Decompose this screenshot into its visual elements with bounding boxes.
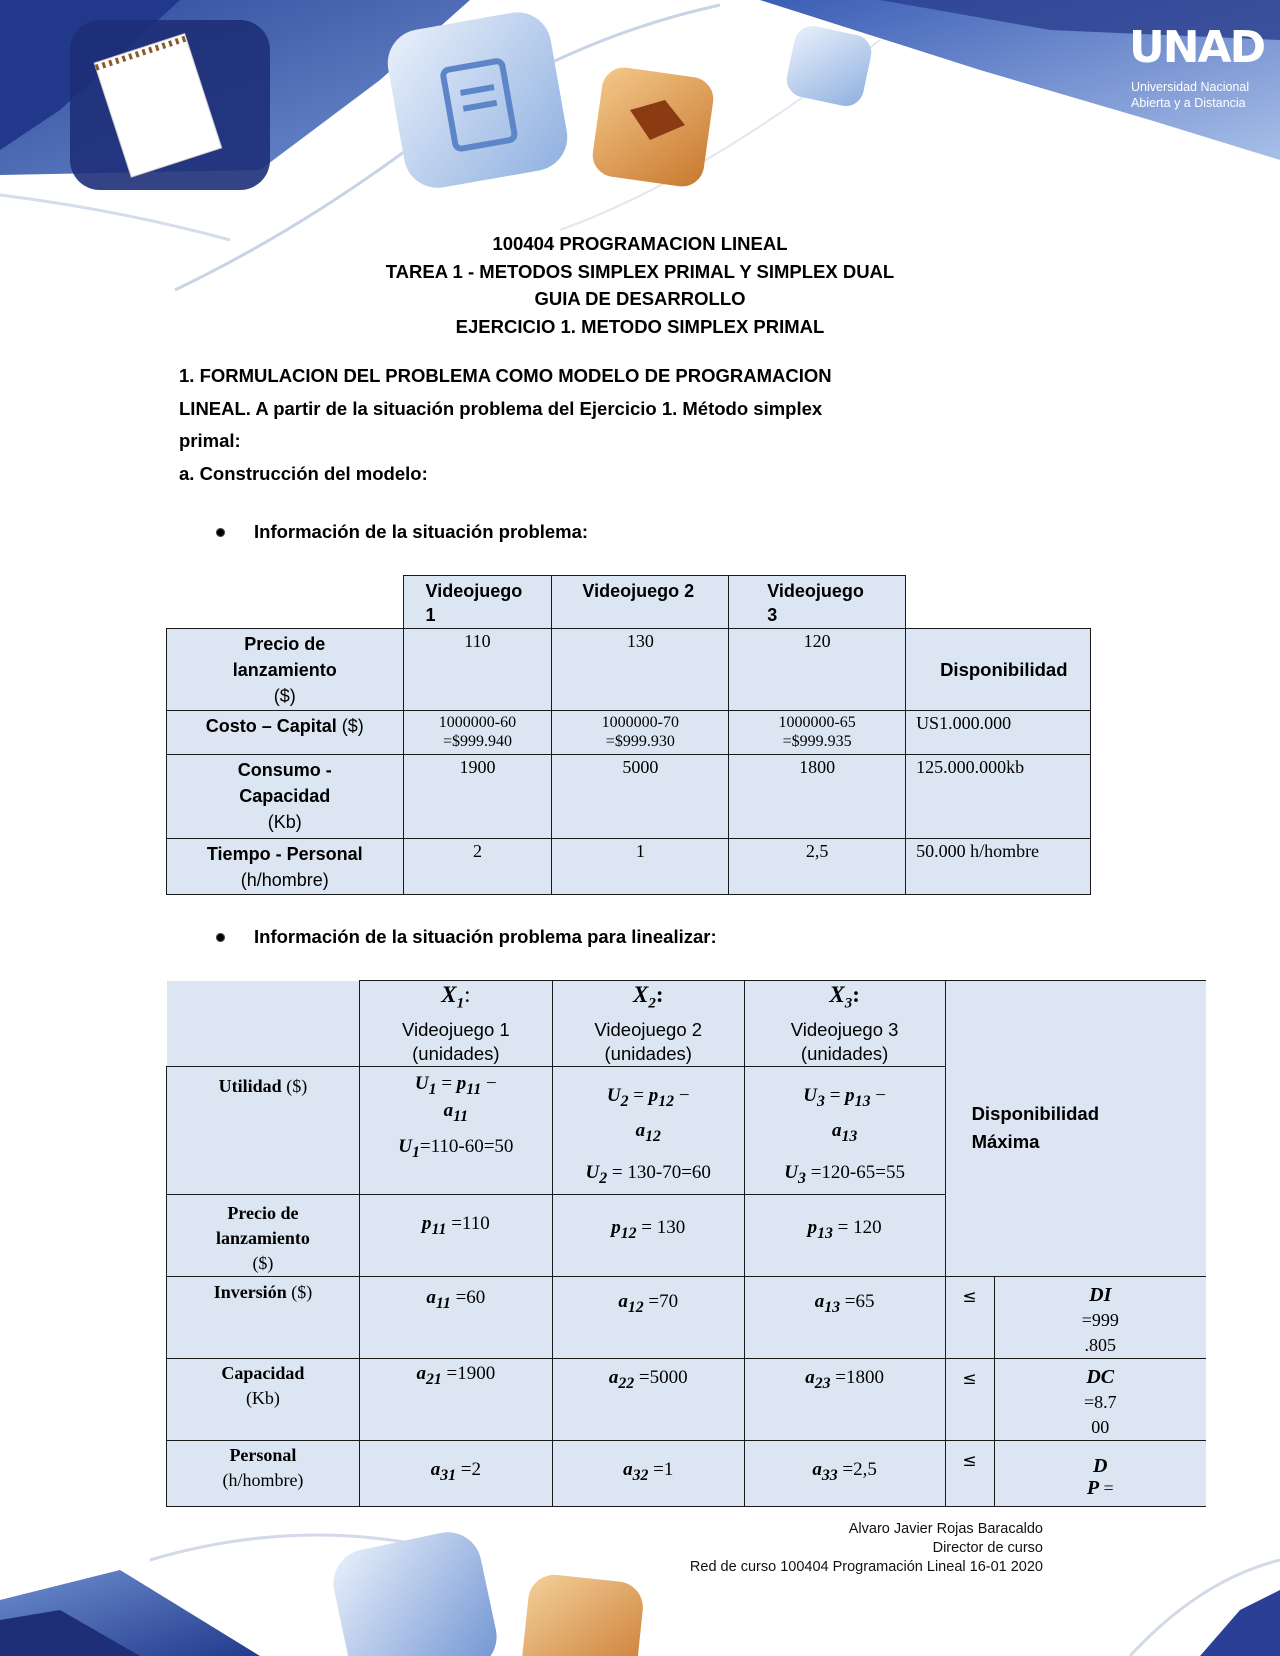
unad-logo-mark: UNAD (1129, 22, 1265, 73)
table2-empty-corner (167, 981, 360, 1067)
section-line-2: LINEAL. A partir de la situación problema del Ejercicio 1. Método simplex (179, 397, 823, 419)
table2-inversion-cell-2: $a_{12} =70$ (552, 1276, 744, 1358)
table1-header-videojuego-1: Videojuego 1 (403, 576, 552, 629)
title-line-2: TAREA 1 - METODOS SIMPLEX PRIMAL Y SIMPLEX DUAL (385, 260, 895, 282)
table2-capacidad-cell-3: $a_{23} =1800$ (744, 1358, 945, 1440)
table2-capacidad-cell-1: $a_{21} =1900$ (359, 1358, 552, 1440)
table2-disp-dc: DC =8.7 00 (994, 1358, 1206, 1440)
bullet-item-1 (254, 521, 588, 543)
bullet-text-2: Información de la situación problema para linealizar: (254, 926, 717, 947)
table1-cell: 5000 (552, 755, 729, 839)
table1-cell: 1000000-70 =$999.930 (552, 711, 729, 755)
table2-personal-cell-3: $a_{33} =2,5$ (744, 1440, 945, 1506)
table2-leq-symbol: ≤ (945, 1440, 994, 1506)
table2-row-label-capacidad: Capacidad (Kb) (167, 1358, 360, 1440)
unad-logo (1125, 8, 1265, 118)
table2-utilidad-cell-3: $U_3 = p_{13}$ − $a_{13}$ $U_3 =120-65=55$ (744, 1066, 945, 1194)
linearization-table (166, 980, 1206, 1507)
table1-cell: 2 (403, 839, 552, 895)
footer-name: Alvaro Javier Rojas Baracaldo (848, 1521, 1043, 1537)
table2-precio-cell-3: $p_{13} = 120$ (744, 1194, 945, 1276)
table1-cell: 1000000-60 =$999.940 (403, 711, 552, 755)
table1-row-label-precio: Precio de lanzamiento ($) (167, 629, 404, 711)
table1-cell: 2,5 (729, 839, 906, 895)
document-title (0, 230, 1280, 340)
table1-disp-cell: 125.000.000kb (906, 755, 1091, 839)
bullet-text-1: Información de la situación problema: (254, 521, 589, 542)
table2-utilidad-cell-1: $U_1 = p_{11}$ − $a_{11}$ $U_1=110-60=50$ (359, 1066, 552, 1194)
title-line-3: GUIA DE DESARROLLO (534, 288, 746, 309)
table2-header-x3: $X_3$: Videojuego 3 (unidades) (744, 981, 945, 1067)
bullet-item-2 (254, 926, 717, 948)
table2-utilidad-cell-2: $U_2 = p_{12}$ − $a_{12}$ $U_2 = 130-70=60$ (552, 1066, 744, 1194)
bullet-icon (216, 528, 225, 537)
unad-logo-line1: Universidad Nacional (1131, 80, 1250, 94)
table2-personal-cell-1: $a_{31} =2$ (359, 1440, 552, 1506)
title-line-4: EJERCICIO 1. METODO SIMPLEX PRIMAL (455, 315, 825, 337)
table2-leq-symbol: ≤ (945, 1276, 994, 1358)
table1-row-label-consumo: Consumo - Capacidad (Kb) (167, 755, 404, 839)
table1-cell: 130 (552, 629, 729, 711)
table1-row-label-tiempo: Tiempo - Personal (h/hombre) (167, 839, 404, 895)
title-line-1: 100404 PROGRAMACION LINEAL (492, 233, 788, 254)
table1-empty-corner (167, 576, 404, 629)
table2-inversion-cell-3: $a_{13} =65$ (744, 1276, 945, 1358)
table2-capacidad-cell-2: $a_{22} =5000$ (552, 1358, 744, 1440)
table2-header-disponibilidad-maxima: Disponibilidad Máxima (945, 981, 1206, 1277)
situation-table (166, 575, 1091, 895)
table1-empty-right (906, 576, 1091, 629)
table2-disp-di: DI =999 .805 (994, 1276, 1206, 1358)
section-line-3: primal: (179, 430, 241, 451)
table2-precio-cell-2: $p_{12} = 130$ (552, 1194, 744, 1276)
footer-banner-art (0, 1500, 1280, 1656)
table1-cell: 1900 (403, 755, 552, 839)
table1-disp-cell: 50.000 h/hombre (906, 839, 1091, 895)
table2-precio-cell-1: $p_{11} =110$ (359, 1194, 552, 1276)
table2-header-x2: $X_2$: Videojuego 2 (unidades) (552, 981, 744, 1067)
table1-cell: 1000000-65 =$999.935 (729, 711, 906, 755)
section-line-4: a. Construcción del modelo: (179, 462, 428, 484)
table1-header-videojuego-3: Videojuego 3 (729, 576, 906, 629)
table1-cell: 110 (403, 629, 552, 711)
unad-logo-line2: Abierta y a Distancia (1131, 96, 1246, 110)
table2-row-label-personal: Personal (h/hombre) (167, 1440, 360, 1506)
table1-header-videojuego-2: Videojuego 2 (552, 576, 729, 629)
table2-inversion-cell-1: $a_{11} =60$ (359, 1276, 552, 1358)
table1-cell: 1 (552, 839, 729, 895)
table2-row-label-precio: Precio de lanzamiento ($) (167, 1194, 360, 1276)
table2-personal-cell-2: $a_{32} =1$ (552, 1440, 744, 1506)
table2-leq-symbol: ≤ (945, 1358, 994, 1440)
footer-course: Red de curso 100404 Programación Lineal 16-01 2020 (689, 1559, 1043, 1575)
table2-row-label-utilidad: Utilidad ($) (167, 1066, 360, 1194)
table1-header-disponibilidad: Disponibilidad (906, 629, 1091, 711)
table1-cell: 1800 (729, 755, 906, 839)
table2-row-label-inversion: Inversión ($) (167, 1276, 360, 1358)
table1-cell: 120 (729, 629, 906, 711)
bullet-icon (216, 933, 225, 942)
table2-header-x1: $X_1$: Videojuego 1 (unidades) (359, 981, 552, 1067)
table1-row-label-costo: Costo – Capital ($) (167, 711, 404, 755)
footer-role: Director de curso (932, 1540, 1043, 1556)
section-line-1: 1. FORMULACION DEL PROBLEMA COMO MODELO DE PROGRAMACION (179, 365, 832, 386)
section-heading (179, 360, 899, 490)
table2-disp-dp: D P = (994, 1440, 1206, 1506)
table1-disp-cell: US1.000.000 (906, 711, 1091, 755)
